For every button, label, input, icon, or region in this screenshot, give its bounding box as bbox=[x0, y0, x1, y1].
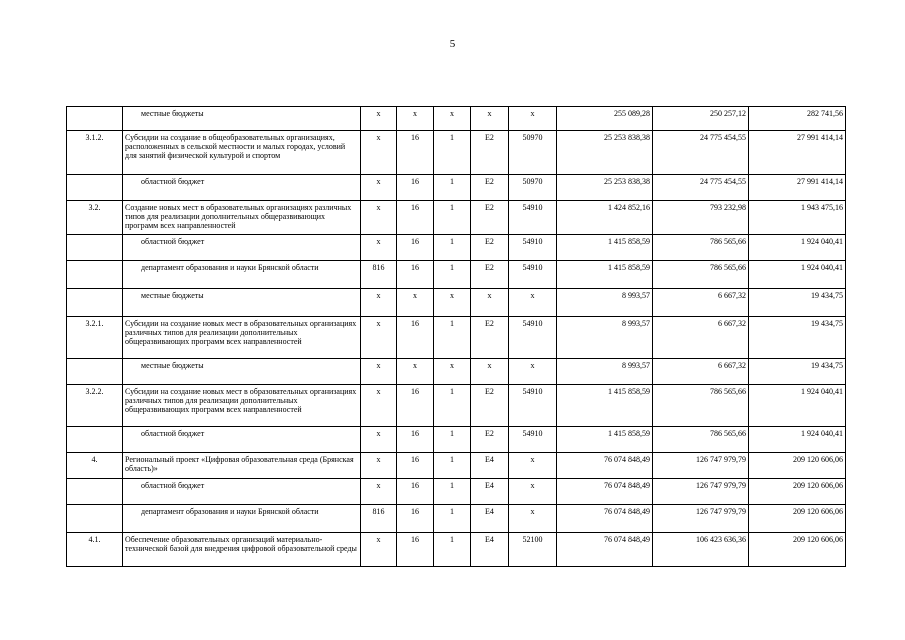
amount-year-2: 24 775 454,55 bbox=[653, 175, 749, 201]
code-project: Е4 bbox=[471, 533, 509, 567]
code-admin: 816 bbox=[361, 505, 397, 533]
amount-year-3: 209 120 606,06 bbox=[749, 533, 846, 567]
row-number bbox=[67, 235, 123, 261]
code-program: 16 bbox=[397, 235, 434, 261]
code-direction: 54910 bbox=[509, 261, 557, 289]
amount-year-3: 209 120 606,06 bbox=[749, 453, 846, 479]
amount-year-2: 786 565,66 bbox=[653, 261, 749, 289]
amount-year-2: 250 257,12 bbox=[653, 107, 749, 131]
row-name: местные бюджеты bbox=[123, 289, 361, 317]
code-subprogram: 1 bbox=[434, 385, 471, 427]
code-project: х bbox=[471, 107, 509, 131]
budget-table bbox=[66, 106, 846, 567]
amount-year-3: 1 924 040,41 bbox=[749, 261, 846, 289]
amount-year-3: 1 924 040,41 bbox=[749, 427, 846, 453]
row-name: местные бюджеты bbox=[123, 359, 361, 385]
amount-year-3: 1 943 475,16 bbox=[749, 201, 846, 235]
amount-year-3: 19 434,75 bbox=[749, 317, 846, 359]
code-direction: х bbox=[509, 289, 557, 317]
code-project: Е4 bbox=[471, 453, 509, 479]
code-project: х bbox=[471, 289, 509, 317]
code-subprogram: 1 bbox=[434, 453, 471, 479]
row-number: 3.1.2. bbox=[67, 131, 123, 175]
code-subprogram: 1 bbox=[434, 261, 471, 289]
table-row bbox=[67, 235, 846, 261]
amount-year-2: 126 747 979,79 bbox=[653, 453, 749, 479]
amount-year-3: 209 120 606,06 bbox=[749, 479, 846, 505]
amount-year-1: 1 424 852,16 bbox=[557, 201, 653, 235]
table-row bbox=[67, 479, 846, 505]
code-admin: х bbox=[361, 175, 397, 201]
amount-year-2: 24 775 454,55 bbox=[653, 131, 749, 175]
table-row bbox=[67, 533, 846, 567]
row-number bbox=[67, 479, 123, 505]
row-name: Региональный проект «Цифровая образовательная среда (Брянская область)» bbox=[123, 453, 361, 479]
code-admin: х bbox=[361, 479, 397, 505]
code-program: 16 bbox=[397, 261, 434, 289]
row-number: 4. bbox=[67, 453, 123, 479]
code-admin: х bbox=[361, 201, 397, 235]
row-name: Создание новых мест в образовательных организациях различных типов для реализации дополнительных общеразвивающих программ всех направленностей bbox=[123, 201, 361, 235]
amount-year-2: 126 747 979,79 bbox=[653, 505, 749, 533]
amount-year-3: 282 741,56 bbox=[749, 107, 846, 131]
row-name: областной бюджет bbox=[123, 175, 361, 201]
code-direction: 54910 bbox=[509, 385, 557, 427]
amount-year-3: 209 120 606,06 bbox=[749, 505, 846, 533]
row-name: Субсидии на создание новых мест в образовательных организациях различных типов для реализации дополнительных общеразвивающих программ всех направленностей bbox=[123, 317, 361, 359]
amount-year-2: 786 565,66 bbox=[653, 385, 749, 427]
amount-year-1: 8 993,57 bbox=[557, 317, 653, 359]
amount-year-1: 8 993,57 bbox=[557, 359, 653, 385]
row-name: областной бюджет bbox=[123, 427, 361, 453]
code-direction: х bbox=[509, 479, 557, 505]
code-subprogram: 1 bbox=[434, 505, 471, 533]
code-admin: х bbox=[361, 317, 397, 359]
amount-year-1: 1 415 858,59 bbox=[557, 385, 653, 427]
table-row bbox=[67, 505, 846, 533]
row-number: 3.2.1. bbox=[67, 317, 123, 359]
amount-year-2: 793 232,98 bbox=[653, 201, 749, 235]
amount-year-3: 27 991 414,14 bbox=[749, 175, 846, 201]
row-number: 3.2.2. bbox=[67, 385, 123, 427]
row-name: областной бюджет bbox=[123, 479, 361, 505]
code-program: 16 bbox=[397, 201, 434, 235]
code-project: Е2 bbox=[471, 427, 509, 453]
amount-year-2: 6 667,32 bbox=[653, 359, 749, 385]
amount-year-2: 6 667,32 bbox=[653, 317, 749, 359]
code-program: 16 bbox=[397, 385, 434, 427]
row-name: департамент образования и науки Брянской области bbox=[123, 261, 361, 289]
budget-table-body bbox=[67, 107, 846, 567]
code-admin: х bbox=[361, 453, 397, 479]
amount-year-1: 1 415 858,59 bbox=[557, 427, 653, 453]
code-program: 16 bbox=[397, 131, 434, 175]
code-project: Е2 bbox=[471, 261, 509, 289]
code-subprogram: 1 bbox=[434, 201, 471, 235]
code-admin: х bbox=[361, 533, 397, 567]
amount-year-1: 25 253 838,38 bbox=[557, 175, 653, 201]
amount-year-3: 1 924 040,41 bbox=[749, 385, 846, 427]
code-admin: х bbox=[361, 235, 397, 261]
code-program: х bbox=[397, 107, 434, 131]
code-admin: х bbox=[361, 107, 397, 131]
code-subprogram: х bbox=[434, 107, 471, 131]
table-row bbox=[67, 261, 846, 289]
row-number: 3.2. bbox=[67, 201, 123, 235]
code-project: Е4 bbox=[471, 505, 509, 533]
table-row bbox=[67, 201, 846, 235]
code-subprogram: 1 bbox=[434, 235, 471, 261]
amount-year-3: 19 434,75 bbox=[749, 359, 846, 385]
code-subprogram: х bbox=[434, 289, 471, 317]
row-name: Субсидии на создание в общеобразовательных организациях, расположенных в сельской местности и малых городах, условий для занятий физической культурой и спортом bbox=[123, 131, 361, 175]
code-subprogram: 1 bbox=[434, 317, 471, 359]
code-program: 16 bbox=[397, 505, 434, 533]
code-direction: 54910 bbox=[509, 427, 557, 453]
code-direction: 50970 bbox=[509, 131, 557, 175]
code-subprogram: 1 bbox=[434, 533, 471, 567]
table-row bbox=[67, 317, 846, 359]
amount-year-3: 27 991 414,14 bbox=[749, 131, 846, 175]
amount-year-2: 126 747 979,79 bbox=[653, 479, 749, 505]
table-row bbox=[67, 385, 846, 427]
code-admin: х bbox=[361, 385, 397, 427]
code-project: Е2 bbox=[471, 201, 509, 235]
amount-year-1: 255 089,28 bbox=[557, 107, 653, 131]
code-subprogram: 1 bbox=[434, 131, 471, 175]
code-program: 16 bbox=[397, 317, 434, 359]
row-number bbox=[67, 427, 123, 453]
amount-year-1: 1 415 858,59 bbox=[557, 261, 653, 289]
code-direction: х bbox=[509, 505, 557, 533]
code-project: Е2 bbox=[471, 131, 509, 175]
row-number bbox=[67, 175, 123, 201]
amount-year-1: 76 074 848,49 bbox=[557, 533, 653, 567]
code-direction: 54910 bbox=[509, 235, 557, 261]
code-program: х bbox=[397, 359, 434, 385]
code-subprogram: 1 bbox=[434, 175, 471, 201]
code-program: х bbox=[397, 289, 434, 317]
code-project: Е2 bbox=[471, 385, 509, 427]
table-row bbox=[67, 427, 846, 453]
row-name: департамент образования и науки Брянской области bbox=[123, 505, 361, 533]
row-name: Обеспечение образовательных организаций материально-технической базой для внедрения цифровой образовательной среды bbox=[123, 533, 361, 567]
amount-year-2: 786 565,66 bbox=[653, 427, 749, 453]
amount-year-2: 786 565,66 bbox=[653, 235, 749, 261]
amount-year-1: 76 074 848,49 bbox=[557, 453, 653, 479]
code-program: 16 bbox=[397, 175, 434, 201]
code-direction: х bbox=[509, 107, 557, 131]
row-number: 4.1. bbox=[67, 533, 123, 567]
row-number bbox=[67, 505, 123, 533]
page-number: 5 bbox=[449, 38, 456, 50]
row-name: Субсидии на создание новых мест в образовательных организациях различных типов для реализации дополнительных общеразвивающих программ всех направленностей bbox=[123, 385, 361, 427]
amount-year-1: 8 993,57 bbox=[557, 289, 653, 317]
code-program: 16 bbox=[397, 533, 434, 567]
amount-year-3: 1 924 040,41 bbox=[749, 235, 846, 261]
amount-year-2: 6 667,32 bbox=[653, 289, 749, 317]
code-direction: х bbox=[509, 359, 557, 385]
code-direction: 50970 bbox=[509, 175, 557, 201]
table-row bbox=[67, 107, 846, 131]
code-direction: х bbox=[509, 453, 557, 479]
code-admin: х bbox=[361, 359, 397, 385]
row-number bbox=[67, 107, 123, 131]
code-project: Е2 bbox=[471, 235, 509, 261]
code-program: 16 bbox=[397, 427, 434, 453]
amount-year-1: 1 415 858,59 bbox=[557, 235, 653, 261]
code-direction: 54910 bbox=[509, 201, 557, 235]
code-subprogram: 1 bbox=[434, 479, 471, 505]
code-admin: 816 bbox=[361, 261, 397, 289]
row-name: областной бюджет bbox=[123, 235, 361, 261]
code-admin: х bbox=[361, 427, 397, 453]
amount-year-1: 76 074 848,49 bbox=[557, 505, 653, 533]
code-program: 16 bbox=[397, 453, 434, 479]
code-project: х bbox=[471, 359, 509, 385]
code-admin: х bbox=[361, 131, 397, 175]
code-direction: 54910 bbox=[509, 317, 557, 359]
row-number bbox=[67, 261, 123, 289]
amount-year-1: 76 074 848,49 bbox=[557, 479, 653, 505]
amount-year-1: 25 253 838,38 bbox=[557, 131, 653, 175]
row-name: местные бюджеты bbox=[123, 107, 361, 131]
code-subprogram: 1 bbox=[434, 427, 471, 453]
code-project: Е4 bbox=[471, 479, 509, 505]
amount-year-3: 19 434,75 bbox=[749, 289, 846, 317]
table-row bbox=[67, 289, 846, 317]
table-row bbox=[67, 359, 846, 385]
code-program: 16 bbox=[397, 479, 434, 505]
code-subprogram: х bbox=[434, 359, 471, 385]
row-number bbox=[67, 289, 123, 317]
code-direction: 52100 bbox=[509, 533, 557, 567]
row-number bbox=[67, 359, 123, 385]
table-row bbox=[67, 175, 846, 201]
code-project: Е2 bbox=[471, 175, 509, 201]
code-project: Е2 bbox=[471, 317, 509, 359]
code-admin: х bbox=[361, 289, 397, 317]
table-row bbox=[67, 131, 846, 175]
table-row bbox=[67, 453, 846, 479]
amount-year-2: 106 423 636,36 bbox=[653, 533, 749, 567]
